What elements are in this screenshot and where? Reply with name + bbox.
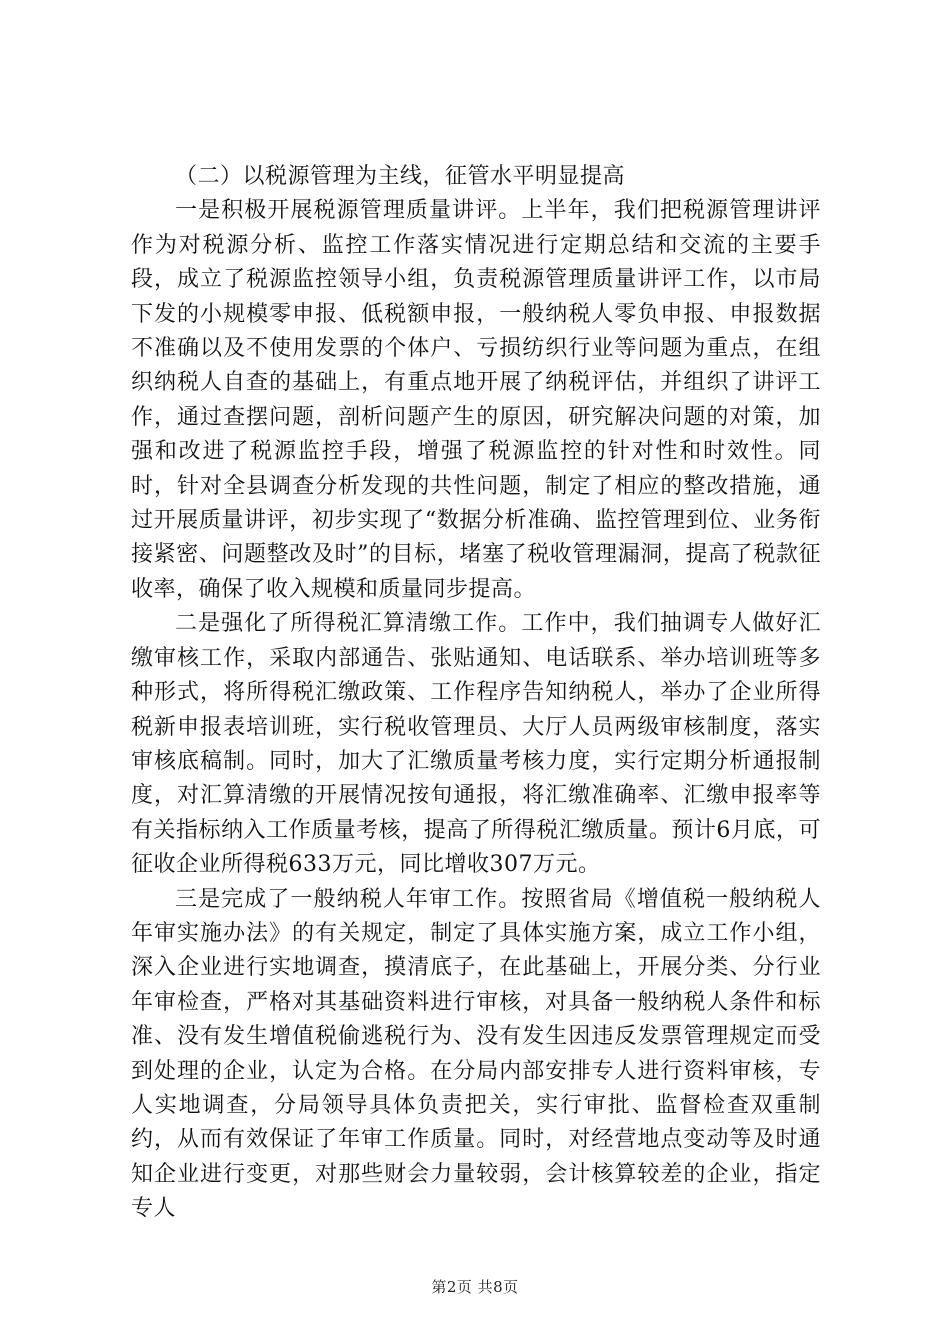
document-body	[131, 160, 821, 1227]
paragraph-3: 三是完成了一般纳税人年审工作。按照省局《增值税一般纳税人年审实施办法》的有关规定，制定了具体实施方案，成立工作小组，深入企业进行实地调查，摸清底子，在此基础上，开展分类、分行业年审检查，严格对其基础资料进行审核，对具备一般纳税人条件和标准、没有发生增值税偷逃税行为、没有发生因违反发票管理规定而受到处理的企业，认定为合格。在分局内部安排专人进行资料审核，专人实地调查，分局领导具体负责把关，实行审批、监督检查双重制约，从而有效保证了年审工作质量。同时，对经营地点变动等及时通知企业进行变更，对那些财会力量较弱，会计核算较差的企业，指定专人	[131, 886, 821, 1222]
section-heading: （二）以税源管理为主线，征管水平明显提高	[175, 164, 626, 189]
paragraph-2: 二是强化了所得税汇算清缴工作。工作中，我们抽调专人做好汇缴审核工作，采取内部通告、张贴通知、电话联系、举办培训班等多种形式，将所得税汇缴政策、工作程序告知纳税人，举办了企业所得税新申报表培训班，实行税收管理员、大厅人员两级审核制度，落实审核底稿制。同时，加大了汇缴质量考核力度，实行定期分析通报制度，对汇算清缴的开展情况按旬通报，将汇缴准确率、汇缴申报率等有关指标纳入工作质量考核，提高了所得税汇缴质量。预计6月底，可征收企业所得税633万元，同比增收307万元。	[131, 611, 821, 878]
paragraph-1: 一是积极开展税源管理质量讲评。上半年，我们把税源管理讲评作为对税源分析、监控工作落实情况进行定期总结和交流的主要手段，成立了税源监控领导小组，负责税源管理质量讲评工作，以市局下发的小规模零申报、低税额申报，一般纳税人零负申报、申报数据不准确以及不使用发票的个体户、亏损纺织行业等问题为重点，在组织纳税人自查的基础上，有重点地开展了纳税评估，并组织了讲评工作，通过查摆问题，剖析问题产生的原因，研究解决问题的对策，加强和改进了税源监控手段，增强了税源监控的针对性和时效性。同时，针对全县调查分析发现的共性问题，制定了相应的整改措施，通过开展质量讲评，初步实现了“数据分析准确、监控管理到位、业务衔接紧密、问题整改及时”的目标，堵塞了税收管理漏洞，提高了税款征收率，确保了收入规模和质量同步提高。	[131, 198, 821, 602]
page-footer: 第2页 共8页	[431, 1278, 519, 1296]
